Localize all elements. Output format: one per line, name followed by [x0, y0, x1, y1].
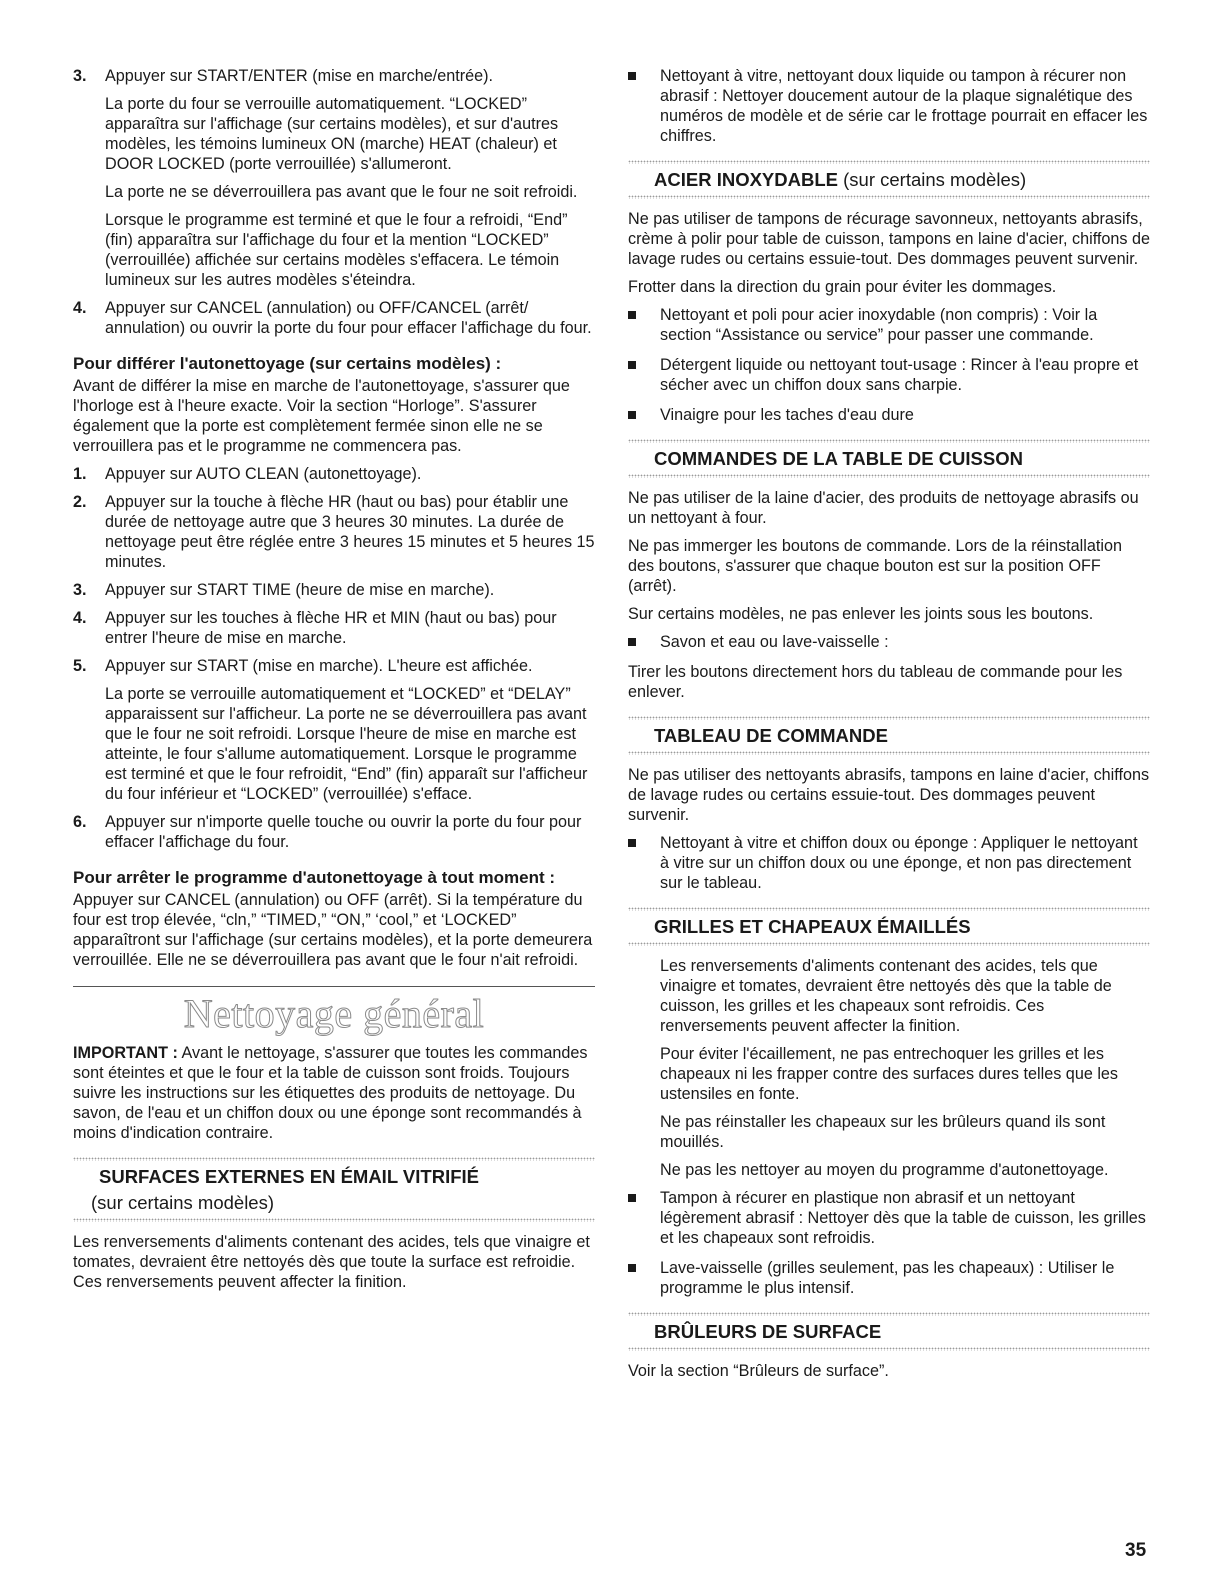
- bullet-text: Nettoyant à vitre, nettoyant doux liquide ou tampon à récurer non abrasif : Nettoyer doucement autour de la plaque signalétique des numéros de modèle et de série car le frottage pourrait en effacer les chiffres.: [660, 67, 1148, 145]
- delay-step-1: [73, 464, 595, 484]
- step-text: Appuyer sur AUTO CLEAN (autonettoyage).: [105, 465, 422, 483]
- bullet-square-icon: [628, 411, 636, 419]
- dotted-rule: [628, 942, 1150, 946]
- step-number: 6.: [73, 813, 87, 831]
- dotted-rule: [73, 1218, 595, 1222]
- bullet-item: [628, 405, 1150, 425]
- grates-text: Ne pas les nettoyer au moyen du programme d'autonettoyage.: [660, 1161, 1109, 1179]
- bullet-item: [628, 1258, 1150, 1298]
- step-number: 3.: [73, 581, 87, 599]
- bullet-text: Nettoyant à vitre et chiffon doux ou éponge : Appliquer le nettoyant à vitre sur un chiffon doux ou une éponge, et non pas directement sur le tableau.: [660, 834, 1138, 892]
- grates-indented-text: [628, 956, 1150, 1180]
- step-detail: La porte ne se déverrouillera pas avant que le four ne soit refroidi.: [105, 183, 578, 201]
- step-text: Appuyer sur les touches à flèche HR et MIN (haut ou bas) pour entrer l'heure de mise en marche.: [105, 609, 557, 647]
- step-text: Appuyer sur START/ENTER (mise en marche/entrée).: [105, 67, 494, 85]
- step-number: 4.: [73, 609, 87, 627]
- bullet-item: [628, 632, 1150, 652]
- steel-section-header: [628, 160, 1150, 199]
- step-text: Appuyer sur la touche à flèche HR (haut ou bas) pour établir une durée de nettoyage autre que 3 heures 30 minutes. La durée de nettoyage peut être réglée entre 3 heures 15 minutes et 5 heures 15 minutes.: [105, 493, 595, 571]
- cooktop-controls-text: Sur certains modèles, ne pas enlever les joints sous les boutons.: [628, 605, 1094, 623]
- bullet-item: [628, 355, 1150, 395]
- important-label: IMPORTANT :: [73, 1044, 178, 1062]
- step-number: 5.: [73, 657, 87, 675]
- bullet-item: [628, 305, 1150, 345]
- delay-step-4: [73, 608, 595, 648]
- bullet-text: Détergent liquide ou nettoyant tout-usage : Rincer à l'eau propre et sécher avec un chiffon doux sans charpie.: [660, 356, 1139, 394]
- stop-heading: Pour arrêter le programme d'autonettoyage à tout moment :: [73, 868, 556, 887]
- cooktop-controls-section-header: [628, 439, 1150, 478]
- bullet-text: Vinaigre pour les taches d'eau dure: [660, 406, 914, 424]
- step-detail: La porte du four se verrouille automatiquement. “LOCKED” apparaîtra sur l'affichage (sur certains modèles), et sur d'autres modèles, les témoins lumineux ON (marche) HEAT (chaleur) et DOOR LOCKED (porte verrouillée) s'allumeront.: [105, 95, 559, 173]
- bullet-item: [628, 833, 1150, 893]
- step-text: Appuyer sur CANCEL (annulation) ou OFF/CANCEL (arrêt/ annulation) ou ouvrir la porte du four pour effacer l'affichage du four.: [105, 299, 592, 337]
- right-column: [628, 66, 1150, 1389]
- steel-title-main: ACIER INOXYDABLE: [654, 169, 838, 190]
- page-number: 35: [1125, 1540, 1147, 1561]
- steel-text: Frotter dans la direction du grain pour éviter les dommages.: [628, 278, 1057, 296]
- grates-text: Ne pas réinstaller les chapeaux sur les brûleurs quand ils sont mouillés.: [660, 1113, 1106, 1151]
- dotted-rule: [628, 474, 1150, 478]
- control-panel-section-header: [628, 716, 1150, 755]
- bullet-square-icon: [628, 1264, 636, 1272]
- cooktop-controls-title: COMMANDES DE LA TABLE DE CUISSON: [654, 448, 1023, 469]
- bullet-square-icon: [628, 1194, 636, 1202]
- step-number: 1.: [73, 465, 87, 483]
- step-text: Appuyer sur START (mise en marche). L'heure est affichée.: [105, 657, 533, 675]
- bullet-item: [628, 66, 1150, 146]
- step-text: Appuyer sur n'importe quelle touche ou ouvrir la porte du four pour effacer l'affichage du four.: [105, 813, 582, 851]
- delay-step-5: [73, 656, 595, 804]
- grates-text: Pour éviter l'écaillement, ne pas entrechoquer les grilles et les chapeaux ni les frapper contre des surfaces dures telles que les ustensiles en fonte.: [660, 1045, 1119, 1103]
- bullet-square-icon: [628, 311, 636, 319]
- general-cleaning-title: Nettoyage général: [183, 991, 485, 1036]
- bullet-text: Savon et eau ou lave-vaisselle :: [660, 633, 889, 651]
- bullet-item: [628, 1188, 1150, 1248]
- enamel-subtitle: (sur certains modèles): [91, 1192, 275, 1213]
- enamel-title: SURFACES EXTERNES EN ÉMAIL VITRIFIÉ: [99, 1166, 479, 1187]
- cooktop-controls-text: Tirer les boutons directement hors du tableau de commande pour les enlever.: [628, 663, 1123, 701]
- delay-step-6: [73, 812, 595, 852]
- delay-step-3: [73, 580, 595, 600]
- bullet-text: Lave-vaisselle (grilles seulement, pas les chapeaux) : Utiliser le programme le plus intensif.: [660, 1259, 1115, 1297]
- self-clean-step-4: [73, 298, 595, 338]
- steel-text: Ne pas utiliser de tampons de récurage savonneux, nettoyants abrasifs, crème à polir pour table de cuisson, tampons en laine d'acier, chiffons de lavage rudes ou certains essuie-tout. Des dommages peuvent survenir.: [628, 210, 1150, 268]
- control-panel-title: TABLEAU DE COMMANDE: [654, 725, 888, 746]
- stop-text: Appuyer sur CANCEL (annulation) ou OFF (arrêt). Si la température du four est trop élevée, “cln,” “TIMED,” “ON,” ‘cool,” et ‘LOCKED” apparaîtront sur l'affichage (sur certains modèles), et la porte demeurera verrouillée. Elle ne se déverrouillera pas avant que le four n'ait refroidi.: [73, 891, 593, 969]
- self-clean-step-3: [73, 66, 595, 290]
- cooktop-controls-text: Ne pas immerger les boutons de commande. Lors de la réinstallation des boutons, s'assurer que chaque bouton est sur la position OFF (arrêt).: [628, 537, 1122, 595]
- left-column: [73, 66, 595, 1300]
- step-text: Appuyer sur START TIME (heure de mise en marche).: [105, 581, 495, 599]
- important-text: Avant le nettoyage, s'assurer que toutes les commandes sont éteintes et que le four et la table de cuisson sont froids. Toujours suivre les instructions sur les étiquettes des produits de nettoyage. Du savon, de l'eau et un chiffon doux ou une éponge sont recommandés à moins d'indication contraire.: [73, 1044, 588, 1142]
- dotted-rule: [628, 751, 1150, 755]
- burners-section-header: [628, 1312, 1150, 1351]
- step-detail: Lorsque le programme est terminé et que le four a refroidi, “End” (fin) apparaîtra sur l'affichage du four et la mention “LOCKED” (verrouillée) affichée sur certains modèles s'effacera. Le témoin lumineux sur les autres modèles s'éteindra.: [105, 211, 568, 289]
- important-note: [73, 1043, 595, 1143]
- bullet-square-icon: [628, 361, 636, 369]
- burners-text: Voir la section “Brûleurs de surface”.: [628, 1362, 889, 1380]
- dotted-rule: [628, 195, 1150, 199]
- enamel-text: Les renversements d'aliments contenant des acides, tels que vinaigre et tomates, devraient être nettoyés dès que toute la surface est refroidie. Ces renversements peuvent affecter la finition.: [73, 1233, 590, 1291]
- step-number: 3.: [73, 67, 87, 85]
- bullet-text: Tampon à récurer en plastique non abrasif et un nettoyant légèrement abrasif : Nettoyer dès que la table de cuisson, les grilles et les chapeaux sont refroidis.: [660, 1189, 1146, 1247]
- bullet-square-icon: [628, 72, 636, 80]
- grates-section-header: [628, 907, 1150, 946]
- delay-step-2: [73, 492, 595, 572]
- bullet-text: Nettoyant et poli pour acier inoxydable (non compris) : Voir la section “Assistance ou service” pour passer une commande.: [660, 306, 1098, 344]
- steel-title: [628, 164, 1150, 195]
- dotted-rule: [628, 1347, 1150, 1351]
- steel-title-suffix: (sur certains modèles): [838, 169, 1027, 190]
- grates-title: GRILLES ET CHAPEAUX ÉMAILLÉS: [654, 916, 971, 937]
- delay-intro: Avant de différer la mise en marche de l'autonettoyage, s'assurer que l'horloge est à l'heure exacte. Voir la section “Horloge”. S'assurer également que la porte est complètement fermée sinon elle ne se verrouillera pas et le programme ne commencera pas.: [73, 377, 570, 455]
- step-detail: La porte se verrouille automatiquement et “LOCKED” et “DELAY” apparaissent sur l'afficheur. La porte ne se déverrouillera pas avant que le four ne soit refroidi. Lorsque l'heure de mise en marche est atteinte, le four s'allume automatiquement. Lorsque le programme est terminé et que le four refroidit, “End” (fin) apparaît sur l'afficheur du four inférieur et “LOCKED” (verrouillée) s'efface.: [105, 685, 588, 803]
- bullet-square-icon: [628, 839, 636, 847]
- delay-heading: Pour différer l'autonettoyage (sur certains modèles) :: [73, 354, 502, 373]
- control-panel-text: Ne pas utiliser des nettoyants abrasifs, tampons en laine d'acier, chiffons de lavage rudes ou certains essuie-tout. Des dommages peuvent survenir.: [628, 766, 1150, 824]
- burners-title: BRÛLEURS DE SURFACE: [654, 1321, 882, 1342]
- grates-text: Les renversements d'aliments contenant des acides, tels que vinaigre et tomates, devraient être nettoyés dès que la table de cuisson, les grilles et les chapeaux sont refroidis. Ces renversements peuvent affecter la finition.: [660, 957, 1112, 1035]
- bullet-square-icon: [628, 638, 636, 646]
- enamel-section-header: [73, 1157, 595, 1222]
- step-number: 2.: [73, 493, 87, 511]
- section-rule: [73, 986, 595, 987]
- cooktop-controls-text: Ne pas utiliser de la laine d'acier, des produits de nettoyage abrasifs ou un nettoyant à four.: [628, 489, 1139, 527]
- step-number: 4.: [73, 299, 87, 317]
